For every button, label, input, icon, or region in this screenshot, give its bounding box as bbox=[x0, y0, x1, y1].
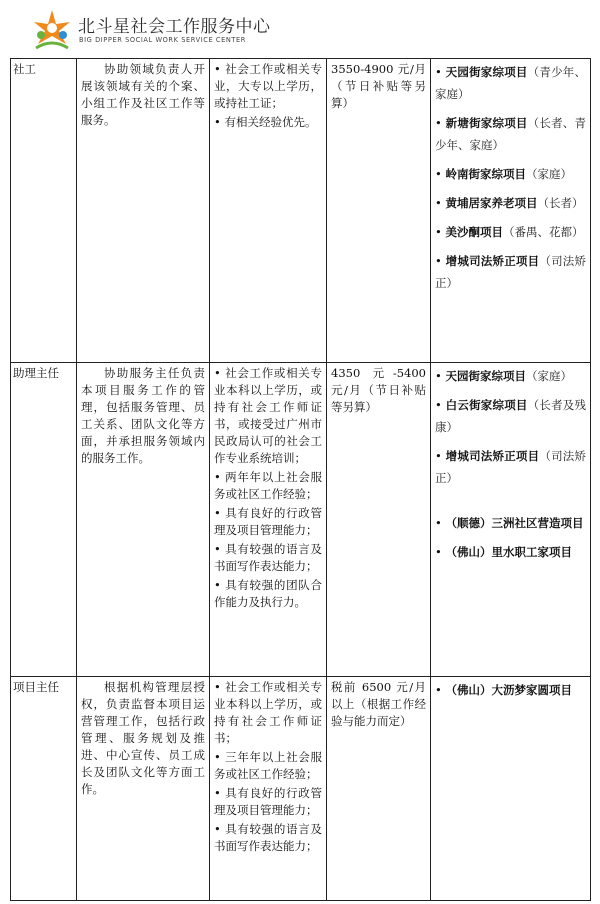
job-table bbox=[10, 58, 591, 901]
position-duty: 协助领域负责人开展该领域有关的个案、小组工作及社区工作等服务。 bbox=[77, 59, 210, 363]
project-item: • 新塘街家综项目（长者、青少年、家庭） bbox=[435, 116, 587, 152]
spacer bbox=[435, 496, 586, 512]
position-salary: 3550-4900 元/月（节日补贴等另算） bbox=[327, 59, 431, 363]
project-item: • 美沙酮项目（番禺、花都） bbox=[435, 225, 584, 239]
position-duty: 协助服务主任负责本项目服务工作的管理，包括服务管理、员工关系、团队文化等方面，并承担服务领域内的服务工作。 bbox=[77, 363, 210, 677]
table-row bbox=[11, 59, 591, 363]
position-requirements bbox=[210, 677, 327, 901]
requirement-item: • 有相关经验优先。 bbox=[214, 115, 317, 129]
project-item: • 增城司法矫正项目（司法矫正） bbox=[435, 254, 586, 290]
table-row bbox=[11, 363, 591, 677]
requirement-item: • 社会工作或相关专业本科以上学历，或持有社会工作师证书，或接受过广州市民政局认可的社会工作专业系统培训； bbox=[214, 366, 322, 465]
requirement-item: • 社会工作或相关专业本科以上学历，或持有社会工作师证书； bbox=[214, 680, 322, 745]
requirement-item: • 具有良好的行政管理及项目管理能力； bbox=[214, 786, 322, 817]
table-row bbox=[11, 677, 591, 901]
position-projects bbox=[431, 59, 591, 363]
org-name-en: BIG DIPPER SOCIAL WORK SERVICE CENTER bbox=[79, 36, 246, 44]
position-title: 项目主任 bbox=[11, 677, 77, 901]
project-item: • 岭南街家综项目（家庭） bbox=[435, 167, 572, 181]
position-projects bbox=[431, 677, 591, 901]
project-item: • （佛山）大沥梦家圆项目 bbox=[435, 683, 572, 697]
project-item: • 白云街家综项目（长者及残康） bbox=[435, 398, 587, 434]
requirement-item: • 三年年以上社会服务或社区工作经验； bbox=[214, 750, 322, 781]
position-duty: 根据机构管理层授权，负责监督本项目运营管理工作，包括行政管理、服务规划及推进、中心宣传、员工成长及团队文化等方面工作。 bbox=[77, 677, 210, 901]
requirement-item: • 具有较强的团队合作能力及执行力。 bbox=[214, 578, 322, 609]
project-item: • 增城司法矫正项目（司法矫正） bbox=[435, 449, 586, 485]
org-name-cn: 北斗星社会工作服务中心 bbox=[78, 17, 271, 37]
project-item: • 黄埔居家养老项目（长者） bbox=[435, 196, 584, 210]
position-requirements bbox=[210, 363, 327, 677]
position-requirements bbox=[210, 59, 327, 363]
requirement-item: • 具有良好的行政管理及项目管理能力； bbox=[214, 506, 322, 537]
project-item: • （顺德）三洲社区营造项目 bbox=[435, 516, 584, 530]
org-header bbox=[30, 8, 430, 52]
requirement-item: • 两年年以上社会服务或社区工作经验； bbox=[214, 470, 322, 501]
position-salary: 4350 元-5400 元/月（节日补贴等另算） bbox=[327, 363, 431, 677]
project-item: • （佛山）里水职工家项目 bbox=[435, 545, 572, 559]
requirement-item: • 具有较强的语言及书面写作表达能力； bbox=[214, 822, 322, 853]
position-projects bbox=[431, 363, 591, 677]
requirement-item: • 社会工作或相关专业，大专以上学历，或持社工证； bbox=[214, 62, 322, 110]
position-title: 助理主任 bbox=[11, 363, 77, 677]
starburst-people-icon bbox=[30, 8, 74, 52]
position-salary: 税前 6500 元/月以上（根据工作经验与能力而定） bbox=[327, 677, 431, 901]
requirement-item: • 具有较强的语言及书面写作表达能力； bbox=[214, 542, 322, 573]
project-item: • 天园街家综项目（家庭） bbox=[435, 369, 572, 383]
position-title: 社工 bbox=[11, 59, 77, 363]
project-item: • 天园街家综项目（青少年、家庭） bbox=[435, 65, 587, 101]
